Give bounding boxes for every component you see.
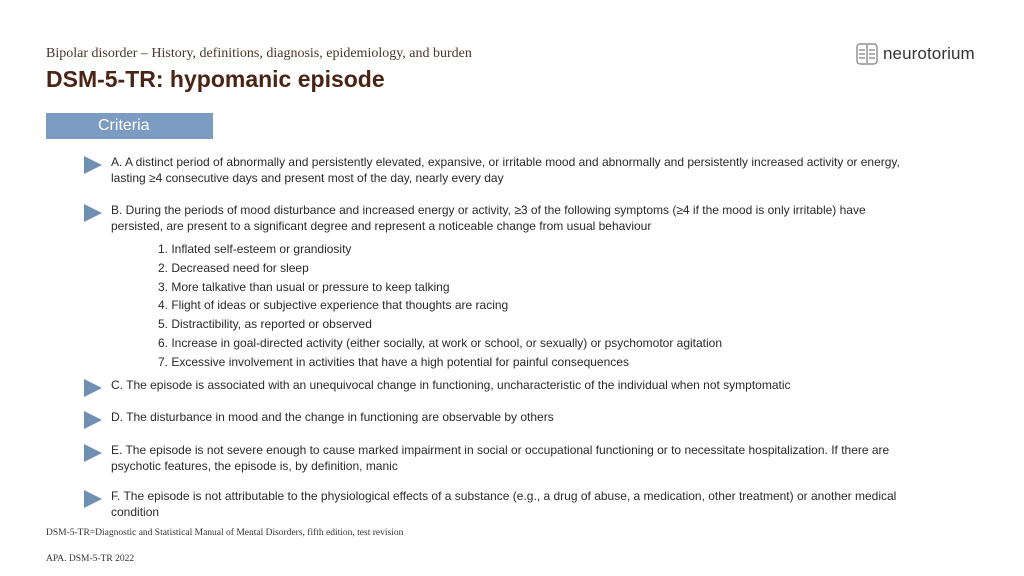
criterion-d [84, 409, 904, 425]
bullet-arrow-icon [84, 204, 102, 222]
logo-text: neurotorium [883, 44, 975, 63]
criterion-text: F. The episode is not attributable to the physiological effects of a substance (e.g., a drug of abuse, a medication, other treatment) or another medical condition [111, 489, 897, 519]
brain-logo-icon [856, 43, 878, 65]
bullet-arrow-icon [84, 490, 102, 508]
criterion-text: E. The episode is not severe enough to cause marked impairment in social or occupational functioning or to necessitate hospitalization. If there are psychotic features, the episode is, by definition, manic [111, 443, 890, 473]
criterion-text: C. The episode is associated with an unequivocal change in functioning, uncharacteristic of the individual when not symptomatic [111, 378, 791, 392]
criterion-text: A. A distinct period of abnormally and persistently elevated, expansive, or irritable mood and abnormally and persistently increased activity or energy, lasting ≥4 consecutive days and present most of the day, nearly every day [111, 155, 900, 185]
bullet-arrow-icon [84, 444, 102, 462]
slide-title: DSM-5-TR: hypomanic episode [46, 66, 385, 92]
symptom-item: 4. Flight of ideas or subjective experience that thoughts are racing [158, 298, 509, 313]
criterion-e [84, 442, 904, 474]
criteria-section-label: Criteria [46, 113, 213, 139]
abbreviation-footnote: DSM-5-TR=Diagnostic and Statistical Manual of Mental Disorders, fifth edition, test revision [46, 528, 404, 538]
symptom-item: 7. Excessive involvement in activities that have a high potential for painful consequences [158, 354, 629, 369]
criterion-text: B. During the periods of mood disturbance and increased energy or activity, ≥3 of the following symptoms (≥4 if the mood is only irritable) have persisted, are present to a significant degree and represent a noticeable change from usual behaviour [111, 203, 866, 233]
neurotorium-logo [856, 43, 975, 65]
criterion-c [84, 377, 904, 393]
criterion-b [84, 202, 904, 234]
symptom-item: 6. Increase in goal-directed activity (either socially, at work or school, or sexually) or psychomotor agitation [158, 335, 723, 350]
criterion-a [84, 154, 904, 186]
bullet-arrow-icon [84, 379, 102, 397]
slide-supertitle: Bipolar disorder – History, definitions, diagnosis, epidemiology, and burden [46, 46, 472, 61]
bullet-arrow-icon [84, 156, 102, 174]
symptom-item: 3. More talkative than usual or pressure to keep talking [158, 279, 450, 294]
symptom-item: 1. Inflated self-esteem or grandiosity [158, 242, 352, 256]
criterion-text: D. The disturbance in mood and the change in functioning are observable by others [111, 410, 554, 424]
bullet-arrow-icon [84, 411, 102, 429]
symptom-list [158, 240, 878, 372]
symptom-item: 2. Decreased need for sleep [158, 260, 309, 275]
criterion-f [84, 488, 904, 520]
reference-footnote: APA. DSM-5-TR 2022 [46, 554, 135, 564]
symptom-item: 5. Distractibility, as reported or observed [158, 317, 372, 332]
